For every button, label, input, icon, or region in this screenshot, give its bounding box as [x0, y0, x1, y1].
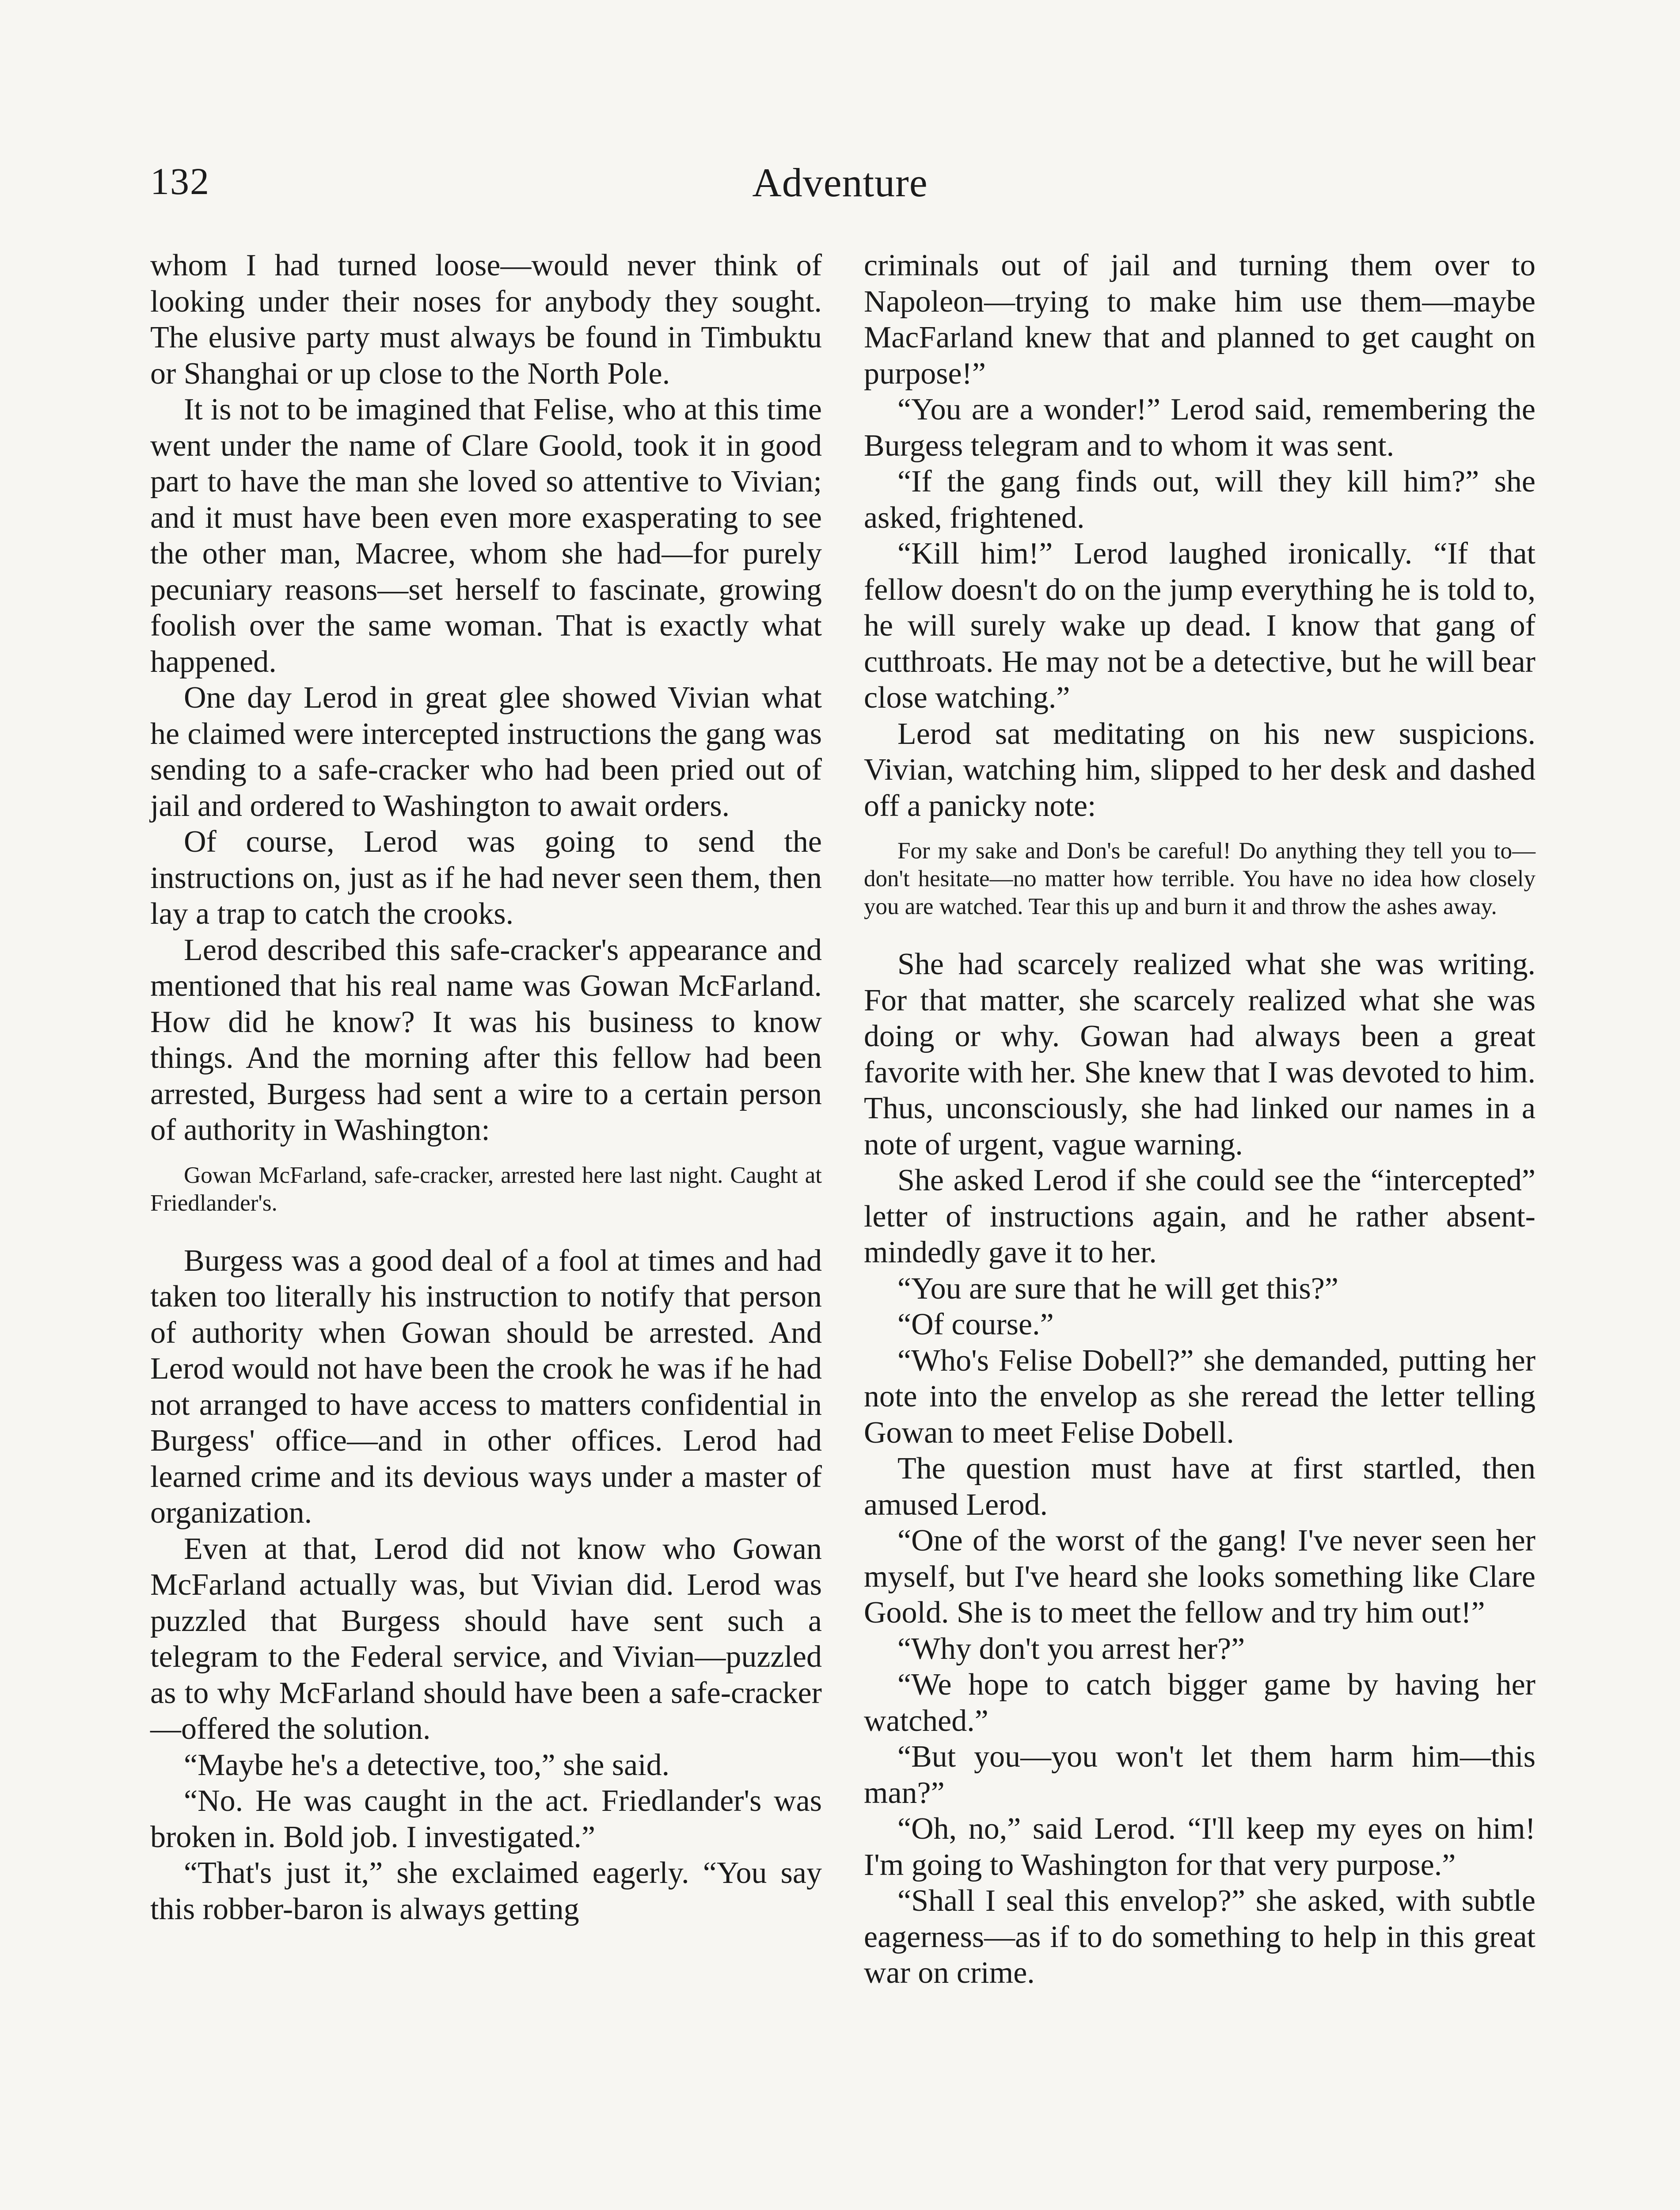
- paragraph: “No. He was caught in the act. Friedlander's was broken in. Bold job. I investigated.”: [150, 1784, 822, 1854]
- paragraph: whom I had turned loose—would never think of looking under their noses for anybody they sought. The elusive party must always be found in Timbuktu or Shanghai or up close to the North Pole.: [150, 248, 822, 391]
- paragraph: “Kill him!” Lerod laughed ironically. “If that fellow doesn't do on the jump everything he is told to, he will surely wake up dead. I know that gang of cutthroats. He may not be a detective, but he will bear close watching.”: [864, 537, 1536, 715]
- paragraph: “But you—you won't let them harm him—this man?”: [864, 1740, 1536, 1810]
- paragraph: “Shall I seal this envelop?” she asked, with subtle eagerness—as if to do something to help in this great war on crime.: [864, 1884, 1536, 1990]
- note-quote: For my sake and Don's be careful! Do anything they tell you to—don't hesitate—no matter how terrible. You have no idea how closely you are watched. Tear this up and burn it and throw the ashes away.: [864, 838, 1536, 919]
- paragraph: “If the gang finds out, will they kill him?” she asked, frightened.: [864, 465, 1536, 535]
- paragraph: “One of the worst of the gang! I've never seen her myself, but I've heard she looks something like Clare Goold. She is to meet the fellow and try him out!”: [864, 1524, 1536, 1630]
- running-title: Adventure: [752, 160, 928, 205]
- paragraph: “You are sure that he will get this?”: [897, 1271, 1338, 1306]
- telegram-quote: Gowan McFarland, safe-cracker, arrested here last night. Caught at Friedlander's.: [150, 1162, 822, 1216]
- paragraph: She had scarcely realized what she was writing. For that matter, she scarcely realized what she was doing or why. Gowan had always been a great favorite with her. She knew that I was devoted to him. Thus, unconsciously, she had linked our names in a note of urgent, vague warning.: [864, 947, 1536, 1162]
- paragraph: “Why don't you arrest her?”: [897, 1631, 1245, 1666]
- paragraph: One day Lerod in great glee showed Vivian what he claimed were intercepted instructions the gang was sending to a safe-cracker who had been pried out of jail and ordered to Washington to await orders.: [150, 681, 822, 823]
- paragraph: It is not to be imagined that Felise, who at this time went under the name of Clare Goold, took it in good part to have the man she loved so attentive to Vivian; and it must have been even more exasperating to see the other man, Macree, whom she had—for purely pecuniary reasons—set herself to fascinate, growing foolish over the same woman. That is exactly what happened.: [150, 392, 822, 679]
- page-number: 132: [150, 160, 210, 202]
- paragraph: “That's just it,” she exclaimed eagerly. “You say this robber-baron is always getting: [150, 1856, 822, 1926]
- paragraph: “Who's Felise Dobell?” she demanded, putting her note into the envelop as she reread the letter telling Gowan to meet Felise Dobell.: [864, 1343, 1536, 1450]
- paragraph: Burgess was a good deal of a fool at times and had taken too literally his instruction to notify that person of authority when Gowan should be arrested. And Lerod would not have been the crook he was if he had not arranged to have access to matters confidential in Burgess' office—and in other offices. Lerod had learned crime and its devious ways under a master of organization.: [150, 1243, 822, 1530]
- paragraph: The question must have at first startled, then amused Lerod.: [864, 1452, 1536, 1522]
- paragraph: “You are a wonder!” Lerod said, remembering the Burgess telegram and to whom it was sent.: [864, 392, 1536, 463]
- paragraph: Of course, Lerod was going to send the instructions on, just as if he had never seen them, then lay a trap to catch the crooks.: [150, 825, 822, 931]
- paragraph: Even at that, Lerod did not know who Gowan McFarland actually was, but Vivian did. Lerod was puzzled that Burgess should have sent such a telegram to the Federal service, and Vivian—puzzled as to why McFarland should have been a safe-cracker—offered the solution.: [150, 1532, 822, 1746]
- paragraph: “We hope to catch bigger game by having her watched.”: [864, 1668, 1536, 1738]
- paragraph: “Maybe he's a detective, too,” she said.: [184, 1748, 670, 1782]
- right-column: [864, 248, 1536, 1991]
- page-header: [150, 159, 1530, 212]
- paragraph: She asked Lerod if she could see the “intercepted” letter of instructions again, and he rather absent-mindedly gave it to her.: [864, 1163, 1536, 1269]
- paragraph: “Of course.”: [897, 1307, 1054, 1341]
- paragraph: Lerod sat meditating on his new suspicions. Vivian, watching him, slipped to her desk and dashed off a panicky note:: [864, 716, 1536, 823]
- paragraph: criminals out of jail and turning them over to Napoleon—trying to make him use them—maybe MacFarland knew that and planned to get caught on purpose!”: [864, 248, 1536, 391]
- left-column: [150, 248, 822, 1927]
- paragraph: “Oh, no,” said Lerod. “I'll keep my eyes on him! I'm going to Washington for that very purpose.”: [864, 1812, 1536, 1882]
- paragraph: Lerod described this safe-cracker's appearance and mentioned that his real name was Gowan McFarland. How did he know? It was his business to know things. And the morning after this fellow had been arrested, Burgess had sent a wire to a certain person of authority in Washington:: [150, 933, 822, 1147]
